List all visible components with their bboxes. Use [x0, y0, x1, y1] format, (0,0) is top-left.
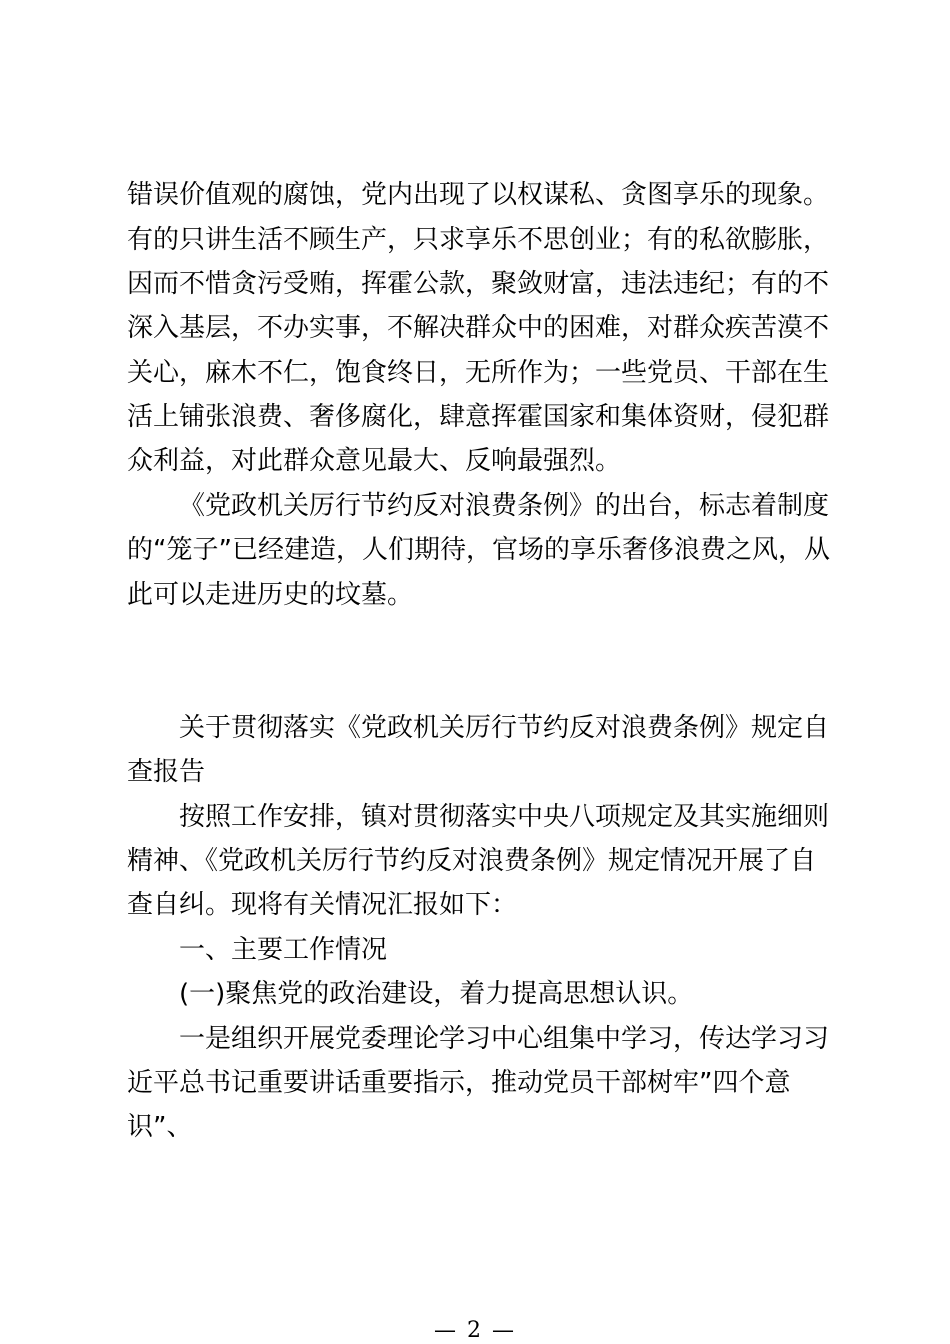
paragraph-4-line-3: 识”、 — [127, 1112, 193, 1142]
paragraph-4-line-2: 近平总书记重要讲话重要指示，推动党员干部树牢”四个意 — [127, 1068, 791, 1098]
paragraph-1-line-5: 关心，麻木不仁，饱食终日，无所作为；一些党员、干部在生 — [127, 358, 830, 388]
paragraph-1-line-4: 深入基层，不办实事，不解决群众中的困难，对群众疾苦漠不 — [127, 313, 830, 343]
paragraph-4-line-1: 一是组织开展党委理论学习中心组集中学习，传达学习习 — [179, 1024, 830, 1054]
report-title-line-2: 查报告 — [127, 757, 206, 787]
paragraph-1-line-2: 有的只讲生活不顾生产，只求享乐不思创业；有的私欲膨胀， — [127, 225, 830, 255]
paragraph-2-line-1: 《党政机关厉行节约反对浪费条例》的出台，标志着制度 — [179, 491, 830, 521]
section-1-heading: 一、主要工作情况 — [179, 935, 388, 965]
paragraph-1-line-1: 错误价值观的腐蚀，党内出现了以权谋私、贪图享乐的现象。 — [127, 180, 830, 210]
paragraph-2-line-3: 此可以走进历史的坟墓。 — [127, 580, 414, 610]
paragraph-3-line-1: 按照工作安排，镇对贯彻落实中央八项规定及其实施细则 — [179, 802, 830, 832]
subsection-1-heading: (一)聚焦党的政治建设，着力提高思想认识。 — [179, 979, 694, 1009]
paragraph-1-line-3: 因而不惜贪污受贿，挥霍公款，聚敛财富，违法违纪；有的不 — [127, 269, 830, 299]
page-number: — 2 — — [434, 1318, 516, 1343]
paragraph-1-line-7: 众利益，对此群众意见最大、反响最强烈。 — [127, 446, 622, 476]
paragraph-3-line-2: 精神、《党政机关厉行节约反对浪费条例》规定情况开展了自 — [127, 846, 817, 876]
paragraph-2-line-2: 的“笼子”已经建造，人们期待，官场的享乐奢侈浪费之风，从 — [127, 535, 830, 565]
paragraph-3-line-3: 查自纠。现将有关情况汇报如下： — [127, 890, 518, 920]
paragraph-1-line-6: 活上铺张浪费、奢侈腐化，肆意挥霍国家和集体资财，侵犯群 — [127, 402, 830, 432]
report-title-line-1: 关于贯彻落实《党政机关厉行节约反对浪费条例》规定自 — [179, 713, 830, 743]
